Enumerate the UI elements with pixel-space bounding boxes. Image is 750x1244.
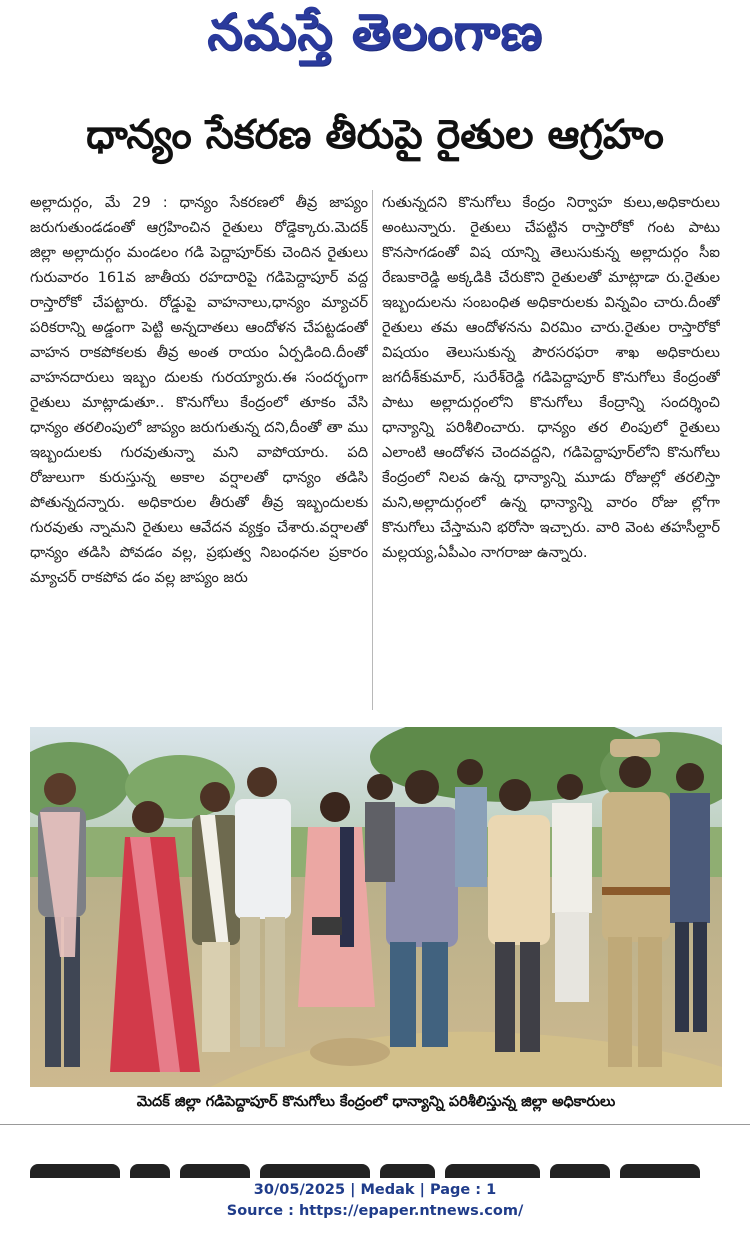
- column-divider: [372, 190, 373, 710]
- footer-edition-info: 30/05/2025 | Medak | Page : 1: [253, 1182, 497, 1198]
- photo-caption: మెదక్ జిల్లా గడిపెద్దాపూర్ కొనుగోలు కేంద్రంలో ధాన్యాన్ని పరిశీలిస్తున్న జిల్లా అధికారులు: [136, 1094, 616, 1110]
- footer-source[interactable]: Source : https://epaper.ntnews.com/: [226, 1203, 524, 1219]
- masthead-title: నమస్తే తెలంగాణ: [207, 2, 543, 61]
- section-divider: [0, 1124, 750, 1125]
- article-headline: ధాన్యం సేకరణ తీరుపై రైతుల ఆగ్రహం: [86, 112, 664, 158]
- article-column-right: గుతున్నదని కొనుగోలు కేంద్రం నిర్వాహ కులు,అధికారులు అంటున్నారు. రైతులు చేపట్టిన రాస్తారోకో గంట పాటు కొనసాగడంతో విష యాన్ని తెలుసుకున్న అల్లాదుర్గం సీఐ రేణుకారెడ్డి అక్కడికి చేరుకొని రైతులతో మాట్లాడా రు.రైతుల ఇబ్బందులను సంబంధిత అధికారులకు విన్నవిం చారు.దీంతో రైతులు తమ ఆందోళనను విరమిం చారు.రైతుల రాస్తారోకో విషయం తెలుసుకున్న పౌరసరఫరా శాఖ అధికారులు జగదీశ్‌కుమార్, సురేశ్‌రెడ్డి గడిపెద్దాపూర్ కొనుగోలు కేంద్రంతో పాటు అల్లాదుర్గంలోని కొనుగోలు కేంద్రాన్ని సందర్శించి ధాన్యాన్ని పరిశీలించారు. ధాన్యం తర లింపులో రైతులు ఎలాంటి ఆందోళన చెందవద్దని, గడిపెద్దాపూర్‌లోని కొనుగోలు కేంద్రంలో నిలవ ఉన్న ధాన్యాన్ని మూడు రోజుల్లో తరలిస్తా మని,అల్లాదుర్గంలో ఉన్న ధాన్యాన్ని వారం రోజు ల్లోగా కొనుగోలు చేస్తామని భరోసా ఇచ్చారు. వారి వెంట తహసీల్దార్ మల్లయ్య,ఏపీఎం నాగరాజు ఉన్నారు.: [382, 194, 720, 561]
- cropped-next-headline: [30, 1150, 750, 1178]
- news-photo: [30, 727, 722, 1087]
- page-footer: [0, 1180, 750, 1230]
- article-column-left: అల్లాదుర్గం, మే 29 : ధాన్యం సేకరణలో తీవ్ర జాప్యం జరుగుతుండడంతో ఆగ్రహించిన రైతులు రోడ్డెక్కారు.మెదక్ జిల్లా అల్లాదుర్గం మండలం గడి పెద్దాపూర్‌కు చెందిన రైతులు గురువారం 161వ జాతీయ రహదారిపై గడిపెద్దాపూర్ వద్ద రాస్తారోకో చేపట్టారు. రోడ్డుపై వాహనాలు,ధాన్యం మ్యాచర్ పరికరాన్ని అడ్డంగా పెట్టి అన్నదాతలు ఆందోళన చేపట్టడంతో వాహన రాకపోకలకు తీవ్ర అంత రాయం ఏర్పడింది.దీంతో వాహనదారులు ఇబ్బం దులకు గురయ్యారు.ఈ సందర్భంగా రైతులు మాట్లాడుతూ.. కొనుగోలు కేంద్రంలో తూకం వేసి ధాన్యం తరలింపులో జాప్యం జరుగుతున్న దని,దీంతో తా ము ఇబ్బందులకు గురవుతున్నా మని వాపోయారు. పది రోజులుగా కురుస్తున్న అకాల వర్షాలతో ధాన్యం తడిసి పోతున్నదన్నారు. అధికారుల తీరుతో తీవ్ర ఇబ్బందులకు గురవుతు న్నామని రైతులు ఆవేదన వ్యక్తం చేశారు.వర్షాలతో ధాన్యం తడిసి పోవడం వల్ల, ప్రభుత్వ నిబంధనల ప్రకారం మ్యాచర్ రాకపోవ డం వల్ల జాప్యం జరు: [30, 194, 368, 586]
